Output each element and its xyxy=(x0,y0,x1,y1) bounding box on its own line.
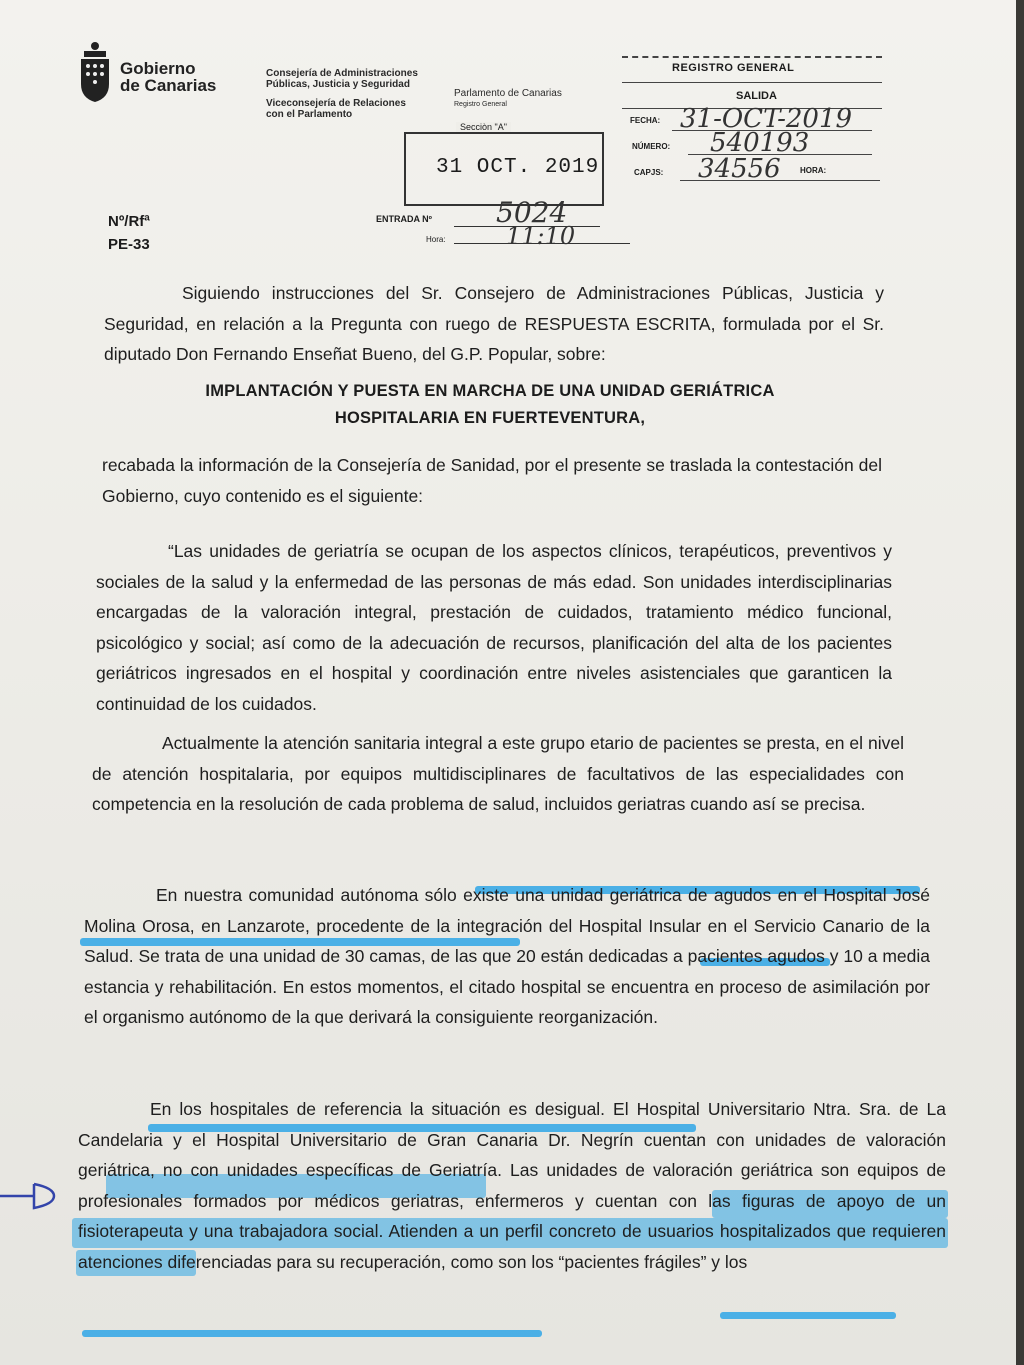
capjs-line xyxy=(680,180,880,181)
question-title xyxy=(160,378,820,432)
page-edge xyxy=(1016,0,1024,1365)
logo-line-1: Gobierno xyxy=(120,59,196,78)
dept-line-3: Viceconsejería de Relaciones xyxy=(266,98,406,109)
department-block xyxy=(266,68,418,120)
answer-paragraph-1: “Las unidades de geriatría se ocupan de los aspectos clínicos, terapéuticos, preventivos y sociales de la salud y la enfermedad de las personas de más edad. Son unidades interdisciplinarias encargadas de la valoración integral, prestación de cuidados, tratamiento médico funcional, psicológico y social; así como de la adecuación de recursos, planificación del alta de los pacientes geriátricos ingresados en el hospital y coordinación entre niveles asistenciales que garanticen la continuidad de los cuidados. xyxy=(96,541,892,714)
entrada-hora: 11:10 xyxy=(506,222,576,250)
fecha-label: FECHA: xyxy=(630,116,661,125)
entrada-label: ENTRADA Nº xyxy=(376,214,432,224)
intro-paragraph: Siguiendo instrucciones del Sr. Consejero de Administraciones Públicas, Justicia y Seguridad, en relación a la Pregunta con ruego de RESPUESTA ESCRITA, formulada por el Sr. diputado Don Fernando Enseñat Bueno, del G.P. Popular, sobre: xyxy=(104,283,884,364)
registro-type: SALIDA xyxy=(736,90,777,102)
logo-name xyxy=(120,60,216,94)
stamp-section: Secciòn "A" xyxy=(456,122,511,132)
entrada-hora-label: Hora: xyxy=(426,235,446,244)
answer-paragraph-2: Actualmente la atención sanitaria integral a este grupo etario de pacientes se presta, en el nivel de atención hospitalaria, por equipos multidisciplinares de facultativos de las especialidades con competencia en la resolución de cada problema de salud, incluidos geriatras cuando así se precisa. xyxy=(92,733,904,814)
registro-divider-1 xyxy=(622,82,882,83)
lead-paragraph: recabada la información de la Consejería de Sanidad, por el presente se traslada la contestación del Gobierno, cuyo contenido es el siguiente: xyxy=(102,455,882,506)
reference-block xyxy=(108,210,150,256)
title-line-2: HOSPITALARIA EN FUERTEVENTURA, xyxy=(334,409,646,427)
gobierno-logo xyxy=(78,40,228,110)
parliament-sub: Registro General xyxy=(454,101,507,108)
answer-paragraph-3: En nuestra comunidad autónoma sólo existe una unidad geriátrica de agudos en el Hospital José Molina Orosa, en Lanzarote, procedente de la integración del Hospital Insular en el Servicio Canario de la Salud. Se trata de una unidad de 30 camas, de las que 20 están dedicadas a pacientes agudos y 10 a media estancia y rehabilitación. En estos momentos, el citado hospital se encuentra en proceso de asimilación por el organismo autónomo de la que derivará la consiguiente reorganización. xyxy=(84,885,930,1027)
title-line-1: IMPLANTACIÓN Y PUESTA EN MARCHA DE UNA UNIDAD GERIÁTRICA xyxy=(205,382,775,400)
capjs-value: 34556 xyxy=(698,154,781,184)
arrow-mark-icon xyxy=(0,1178,60,1214)
registro-title: REGISTRO GENERAL xyxy=(672,62,795,74)
ref-line-2: PE-33 xyxy=(108,236,150,253)
crest-icon xyxy=(78,40,112,104)
logo-line-2: de Canarias xyxy=(120,76,217,95)
parliament-stamp xyxy=(454,88,562,110)
dept-line-2: Públicas, Justicia y Seguridad xyxy=(266,79,410,90)
capjs-label: CAPJS: xyxy=(634,168,664,177)
highlight-8 xyxy=(82,1330,542,1337)
stamp-date: 31 OCT. 2019 xyxy=(436,156,600,179)
answer-paragraph-4: En los hospitales de referencia la situación es desigual. El Hospital Universitario Ntra. Sra. de La Candelaria y el Hospital Universitario de Gran Canaria Dr. Negrín cuentan con unidades de valoración geriátrica, no con unidades específicas de Geriatría. Las unidades de valoración geriátrica son equipos de profesionales formados por médicos geriatras, enfermeros y cuentan con las figuras de apoyo de un fisioterapeuta y una trabajadora social. Atienden a un perfil concreto de usuarios hospitalizados que requieren atenciones diferenciadas para su recuperación, como son los “pacientes frágiles” y los xyxy=(78,1099,946,1272)
highlight-9 xyxy=(720,1312,896,1319)
dept-line-1: Consejería de Administraciones xyxy=(266,68,418,79)
parliament-name: Parlamento de Canarias xyxy=(454,88,562,99)
numero-value: 540193 xyxy=(710,128,810,158)
dept-line-4: con el Parlamento xyxy=(266,109,353,120)
ref-line-1: Nº/Rfª xyxy=(108,213,150,230)
entrada-number: 5024 xyxy=(496,196,568,229)
numero-label: NÚMERO: xyxy=(632,142,671,151)
hora-reg-label: HORA: xyxy=(800,166,827,175)
fecha-value: 31-OCT-2019 xyxy=(680,104,853,134)
date-stamp xyxy=(404,122,604,206)
